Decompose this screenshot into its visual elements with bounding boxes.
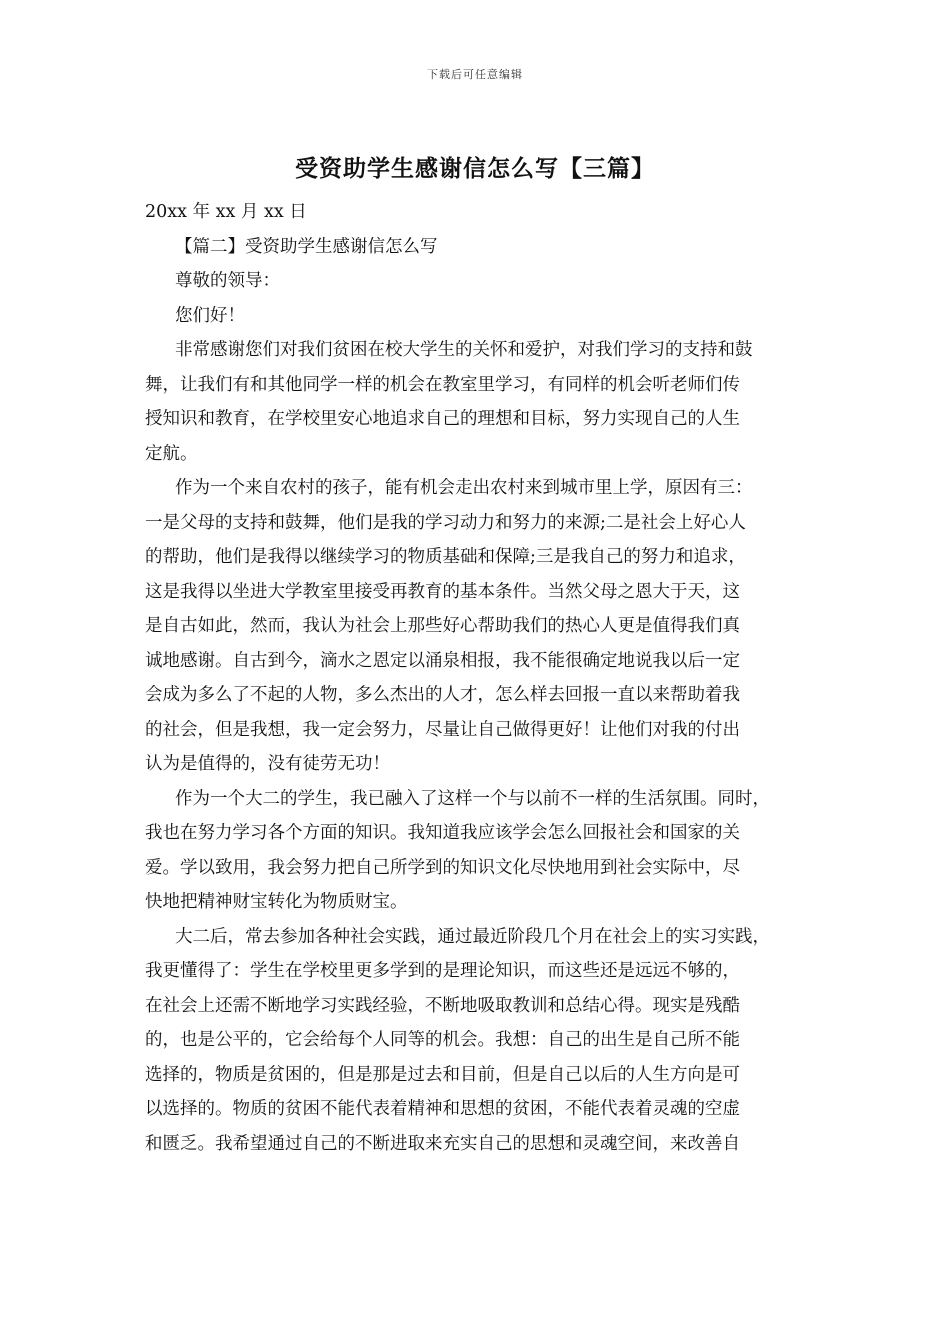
- paragraph-1: [145, 333, 810, 471]
- date-line: 20xx 年 xx 月 xx 日: [145, 202, 307, 222]
- paragraph-line: 大二后，常去参加各种社会实践，通过最近阶段几个月在社会上的实习实践，: [175, 926, 770, 947]
- document-title: 受资助学生感谢信怎么写【三篇】: [295, 155, 655, 182]
- paragraph-2: [145, 471, 810, 782]
- paragraph-line: 是自古如此，然而，我认为社会上那些好心帮助我们的热心人更是值得我们真: [145, 616, 740, 636]
- paragraph-line: 这是我得以坐进大学教室里接受再教育的基本条件。当然父母之恩大于天，这: [145, 581, 740, 602]
- paragraph-line: 和匮乏。我希望通过自己的不断进取来充实自己的思想和灵魂空间，来改善自: [145, 1133, 740, 1154]
- paragraph-line: 定航。: [145, 443, 198, 464]
- paragraph-line: 爱。学以致用，我会努力把自己所学到的知识文化尽快地用到社会实际中，尽: [145, 857, 740, 878]
- paragraph-line: 我也在努力学习各个方面的知识。我知道我应该学会怎么回报社会和国家的关: [145, 823, 740, 843]
- paragraph-line: 一是父母的支持和鼓舞，他们是我的学习动力和努力的来源;二是社会上好心人: [145, 512, 746, 533]
- paragraph-line: 作为一个大二的学生，我已融入了这样一个与以前不一样的生活氛围。同时，: [175, 788, 770, 809]
- paragraph-4: [145, 920, 810, 1162]
- paragraph-line: 在社会上还需不断地学习实践经验，不断地吸取教训和总结心得。现实是残酷: [145, 995, 740, 1016]
- document-body: [145, 195, 810, 1161]
- paragraph-line: 授知识和教育，在学校里安心地追求自己的理想和目标，努力实现自己的人生: [145, 409, 740, 429]
- paragraph-line: 以选择的。物质的贫困不能代表着精神和思想的贫困，不能代表着灵魂的空虚: [145, 1099, 740, 1119]
- paragraph-line: 的帮助，他们是我得以继续学习的物质基础和保障;三是我自己的努力和追求，: [145, 547, 746, 567]
- section-heading: 【篇二】受资助学生感谢信怎么写: [175, 236, 438, 257]
- paragraph-3: [145, 782, 810, 920]
- header-note: 下载后可任意编辑: [427, 68, 523, 81]
- paragraph-line: 我更懂得了：学生在学校里更多学到的是理论知识，而这些还是远远不够的，: [145, 961, 740, 981]
- paragraph-line: 选择的，物质是贫困的，但是那是过去和目前，但是自己以后的人生方向是可: [145, 1064, 740, 1085]
- paragraph-line: 的社会，但是我想，我一定会努力，尽量让自己做得更好！让他们对我的付出: [145, 719, 740, 740]
- paragraph-line: 快地把精神财宝转化为物质财宝。: [145, 892, 408, 912]
- paragraph-line: 认为是值得的，没有徒劳无功！: [145, 754, 390, 774]
- paragraph-line: 的，也是公平的，它会给每个人同等的机会。我想：自己的出生是自己所不能: [145, 1030, 740, 1050]
- paragraph-line: 非常感谢您们对我们贫困在校大学生的关怀和爱护，对我们学习的支持和鼓: [175, 340, 753, 360]
- paragraph-line: 会成为多么了不起的人物，多么杰出的人才，怎么样去回报一直以来帮助着我: [145, 685, 740, 705]
- paragraph-line: 作为一个来自农村的孩子，能有机会走出农村来到城市里上学，原因有三：: [175, 478, 753, 498]
- greeting: 您们好！: [175, 305, 245, 326]
- salutation: 尊敬的领导：: [175, 271, 280, 291]
- paragraph-line: 舞，让我们有和其他同学一样的机会在教室里学习，有同样的机会听老师们传: [145, 374, 740, 395]
- paragraph-line: 诚地感谢。自古到今，滴水之恩定以涌泉相报，我不能很确定地说我以后一定: [145, 650, 740, 671]
